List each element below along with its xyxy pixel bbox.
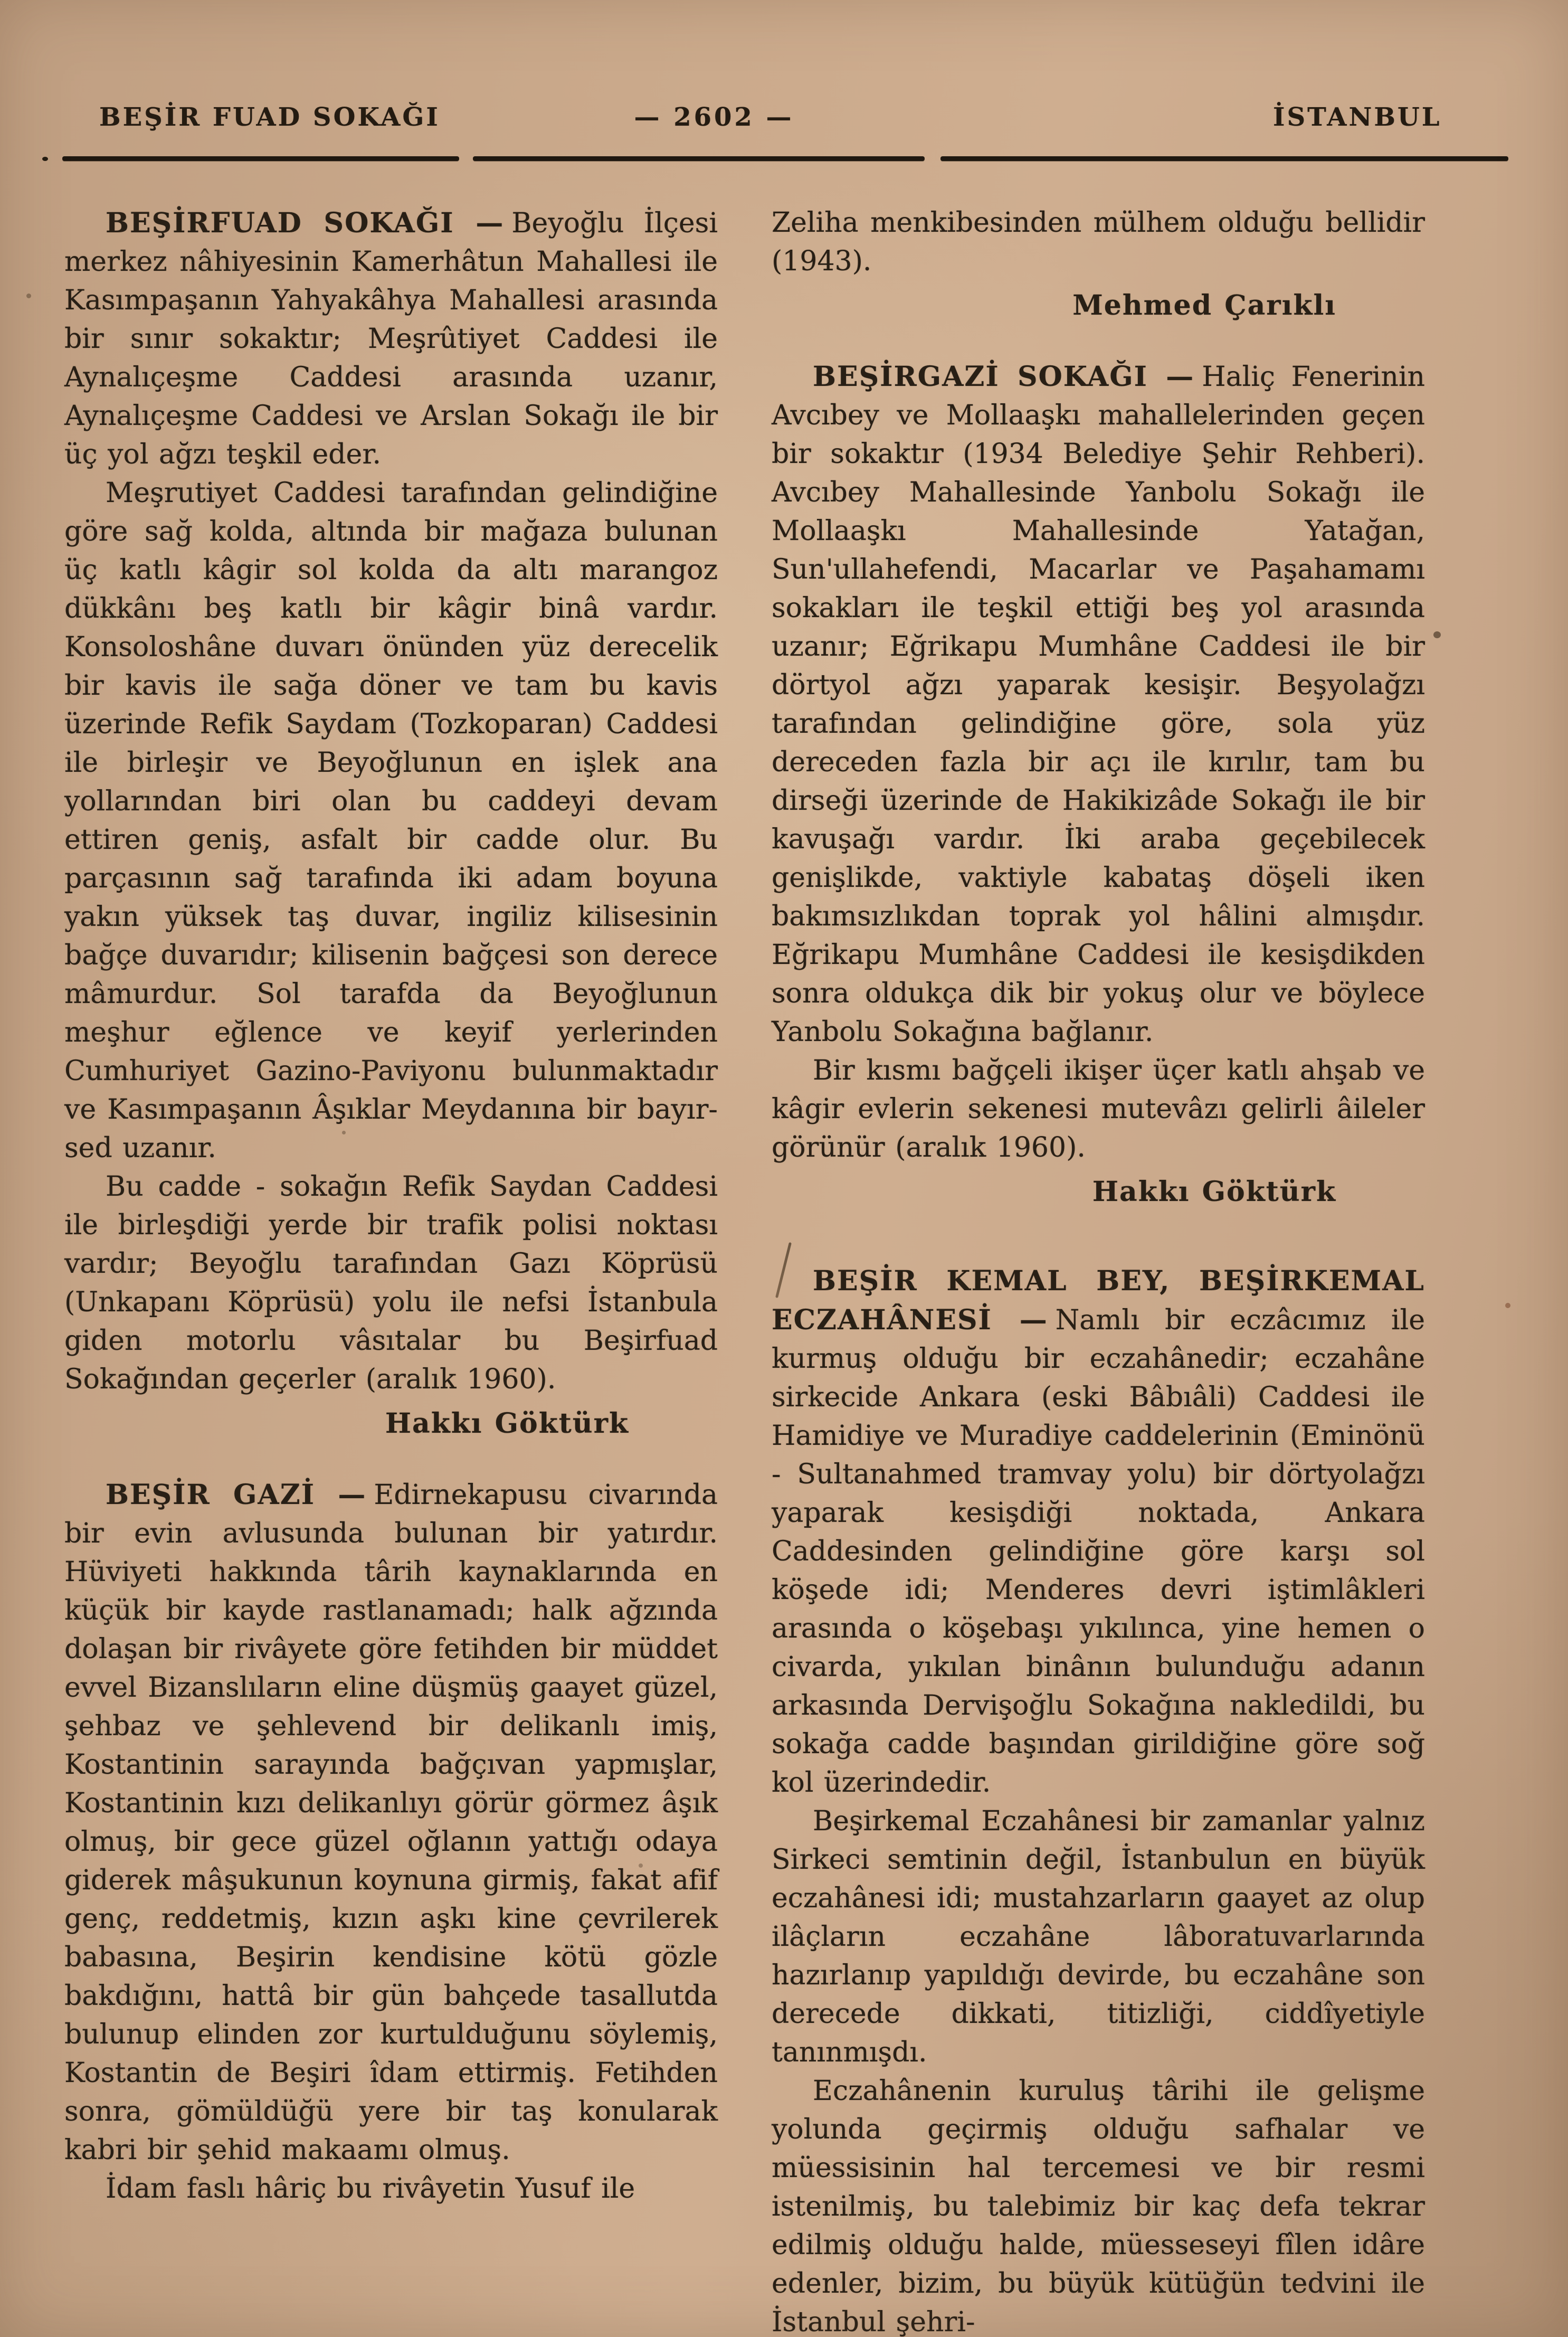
rule-dot: [42, 157, 48, 161]
entry-title: BEŞİRGAZİ SOKAĞI —: [813, 361, 1195, 393]
entry-body: Haliç Fenerinin Avcıbey ve Mollaaşkı mahallelerinden geçen bir sokaktır (1934 Belediye Şehir Rehberi). Avcıbey Mahallesinde Yanbolu Sokağı ile Mollaaşkı Mahallesinde Yatağan, Sun'ullahefendi, Macarlar ve Paşahamamı sokakları ile teşkil ettiği beş yol arasında uzanır; Eğrikapu Mumhâne Caddesi ile bir dörtyol ağzı yaparak kesişir. Beşyolağzı tarafından gelindiğine göre, sola yüz dereceden fazla bir açı ile kırılır, tam bu dirseği üzerinde de Hakikizâde Sokağı ile bir kavuşağı vardır. İki araba geçebilecek genişlikde, vaktiyle kabataş döşeli iken bakımsızlıkdan toprak yol hâlini almışdır. Eğrikapu Mumhâne Caddesi ile kesişdikden sonra oldukça dik bir yokuş olur ve böylece Yanbolu Sokağına bağlanır.: [772, 361, 1425, 1048]
entry-title: BEŞİR KEMAL BEY, BEŞİRKEMAL ECZAHÂNESİ —: [772, 1265, 1425, 1336]
paper-speck: [26, 294, 31, 298]
running-head-entry-title: BEŞİR FUAD SOKAĞI: [99, 102, 440, 132]
paper-speck: [342, 1131, 346, 1134]
rule-segment: [940, 156, 1508, 161]
entry-title: BEŞİRFUAD SOKAĞI —: [106, 207, 505, 239]
left-column: [64, 204, 718, 2208]
entry-paragraph-continuation: Zeliha menkibesinden mülhem olduğu bellidir (1943).: [772, 207, 1425, 277]
entry-body: Namlı bir eczâcımız ile kurmuş olduğu bir eczahânedir; eczahâne sirkecide Ankara (eski Bâbıâli) Caddesi ile Hamidiye ve Muradiye caddelerinin (Eminönü - Sultanahmed tramvay yolu) bir dörtyolağzı yaparak kesişdiği noktada, Ankara Caddesinden gelindiğine göre karşı sol köşede idi; Menderes devri iştimlâkleri arasında o köşebaşı yıkılınca, yine hemen o civarda, yıkılan binânın bulunduğu adanın arkasında Dervişoğlu Sokağına nakledildi, bu sokağa cadde başından girildiğine göre soğ kol üzerindedir.: [772, 1304, 1425, 1799]
entry-paragraph: Eczahânenin kuruluş târihi ile gelişme yolunda geçirmiş olduğu safhalar ve müessisinin hal tercemesi ve bir resmi istenilmiş, bu talebimiz bir kaç defa tekrar edilmiş olduğu halde, müesseseyi fîlen idâre edenler, bizim, bu büyük kütüğün tedvini ile İstanbul şehri-: [772, 2075, 1425, 2337]
rule-segment: [473, 156, 925, 161]
author-signature: Hakkı Göktürk: [1092, 1176, 1336, 1208]
entry-paragraph: Bir kısmı bağçeli ikişer üçer katlı ahşab ve kâgir evlerin sekenesi mutevâzı gelirli âileler görünür (aralık 1960).: [772, 1055, 1425, 1163]
entry-body: Beyoğlu İlçesi merkez nâhiyesinin Kamerhâtun Mahallesi ile Kasımpaşanın Yahyakâhya Mahallesi arasında bir sınır sokaktır; Meşrûtiyet Caddesi ile Aynalıçeşme Caddesi arasında uzanır, Aynalıçeşme Caddesi ve Arslan Sokağı ile bir üç yol ağzı teşkil eder.: [64, 207, 718, 470]
author-signature: Mehmed Çarıklı: [1072, 289, 1336, 321]
entry-besir-gazi: [64, 1475, 718, 2170]
entry-paragraph: Meşrutiyet Caddesi tarafından gelindiğine göre sağ kolda, altında bir mağaza bulunan üç katlı kâgir sol kolda da altı marangoz dükkânı beş katlı bir kâgir binâ vardır. Konsoloshâne duvarı önünden yüz derecelik bir kavis ile sağa döner ve tam bu kavis üzerinde Refik Saydam (Tozkoparan) Caddesi ile birleşir ve Beyoğlunun en işlek ana yollarından biri olan bu caddeyi devam ettiren geniş, asfalt bir cadde olur. Bu parçasının sağ tarafında iki adam boyuna yakın yüksek taş duvar, ingiliz kilisesinin bağçe duvarıdır; kilisenin bağçesi son derece mâmurdur. Sol tarafda da Beyoğlunun meşhur eğlence ve keyif yerlerinden Cumhuriyet Gazino-Paviyonu bulunmaktadır ve Kasımpaşanın Âşıklar Meydanına bir bayır-sed uzanır.: [64, 477, 718, 1164]
author-signature: Hakkı Göktürk: [385, 1407, 629, 1440]
entry-besirfuad-sokagi: [64, 204, 718, 474]
entry-title: BEŞİR GAZİ —: [106, 1479, 367, 1511]
entry-paragraph: Beşirkemal Eczahânesi bir zamanlar yalnız Sirkeci semtinin değil, İstanbulun en büyük eczahânesi idi; mustahzarların gaayet az olup ilâçların eczahâne lâboratuvarlarında hazırlanıp yapıldığı devirde, bu eczahâne son derecede dikkati, titizliği, ciddîyetiyle tanınmışdı.: [772, 1805, 1425, 2068]
running-head-volume-title: İSTANBUL: [1273, 102, 1442, 132]
entry-paragraph: Bu cadde - sokağın Refik Saydan Caddesi ile birleşdiği yerde bir trafik polisi noktası vardır; Beyoğlu tarafından Gazı Köprüsü (Unkapanı Köprüsü) yolu ile nefsi İstanbula giden motorlu vâsıtalar bu Beşirfuad Sokağından geçerler (aralık 1960).: [64, 1171, 718, 1395]
paper-speck: [639, 1863, 643, 1868]
entry-paragraph-continuation: İdam faslı hâriç bu rivâyetin Yusuf ile: [106, 2173, 635, 2204]
page-number: — 2602 —: [634, 102, 794, 132]
paper-speck: [1505, 1303, 1510, 1308]
entry-body: Edirnekapusu civarında bir evin avlusunda bulunan bir yatırdır. Hüviyeti hakkında târih kaynaklarında en küçük bir kayde rastlanamadı; halk ağzında dolaşan bir rivâyete göre fetihden bir müddet evvel Bizanslıların eline düşmüş gaayet güzel, şehbaz ve şehlevend bir delikanlı imiş, Kostantinin sarayında bağçıvan yapmışlar, Kostantinin kızı delikanlıyı görür görmez âşık olmuş, bir gece güzel oğlanın yattığı odaya giderek mâşukunun koynuna girmiş, fakat afif genç, reddetmiş, kızın aşkı kine çevrilerek babasına, Beşirin kendisine kötü gözle bakdığını, hattâ bir gün bahçede tasallutda bulunup elinden zor kurtulduğunu söylemiş, Kostantin de Beşiri îdam ettirmiş. Fetihden sonra, gömüldüğü yere bir taş konularak kabri bir şehid makaamı olmuş.: [64, 1479, 718, 2166]
header-rule: [0, 156, 1568, 162]
paper-speck: [1433, 631, 1441, 638]
right-column: [772, 204, 1425, 2337]
entry-besirgazi-sokagi: [772, 357, 1425, 1052]
entry-besir-kemal-bey: [772, 1262, 1425, 1802]
running-head: [0, 100, 1568, 134]
rule-segment: [62, 156, 459, 161]
